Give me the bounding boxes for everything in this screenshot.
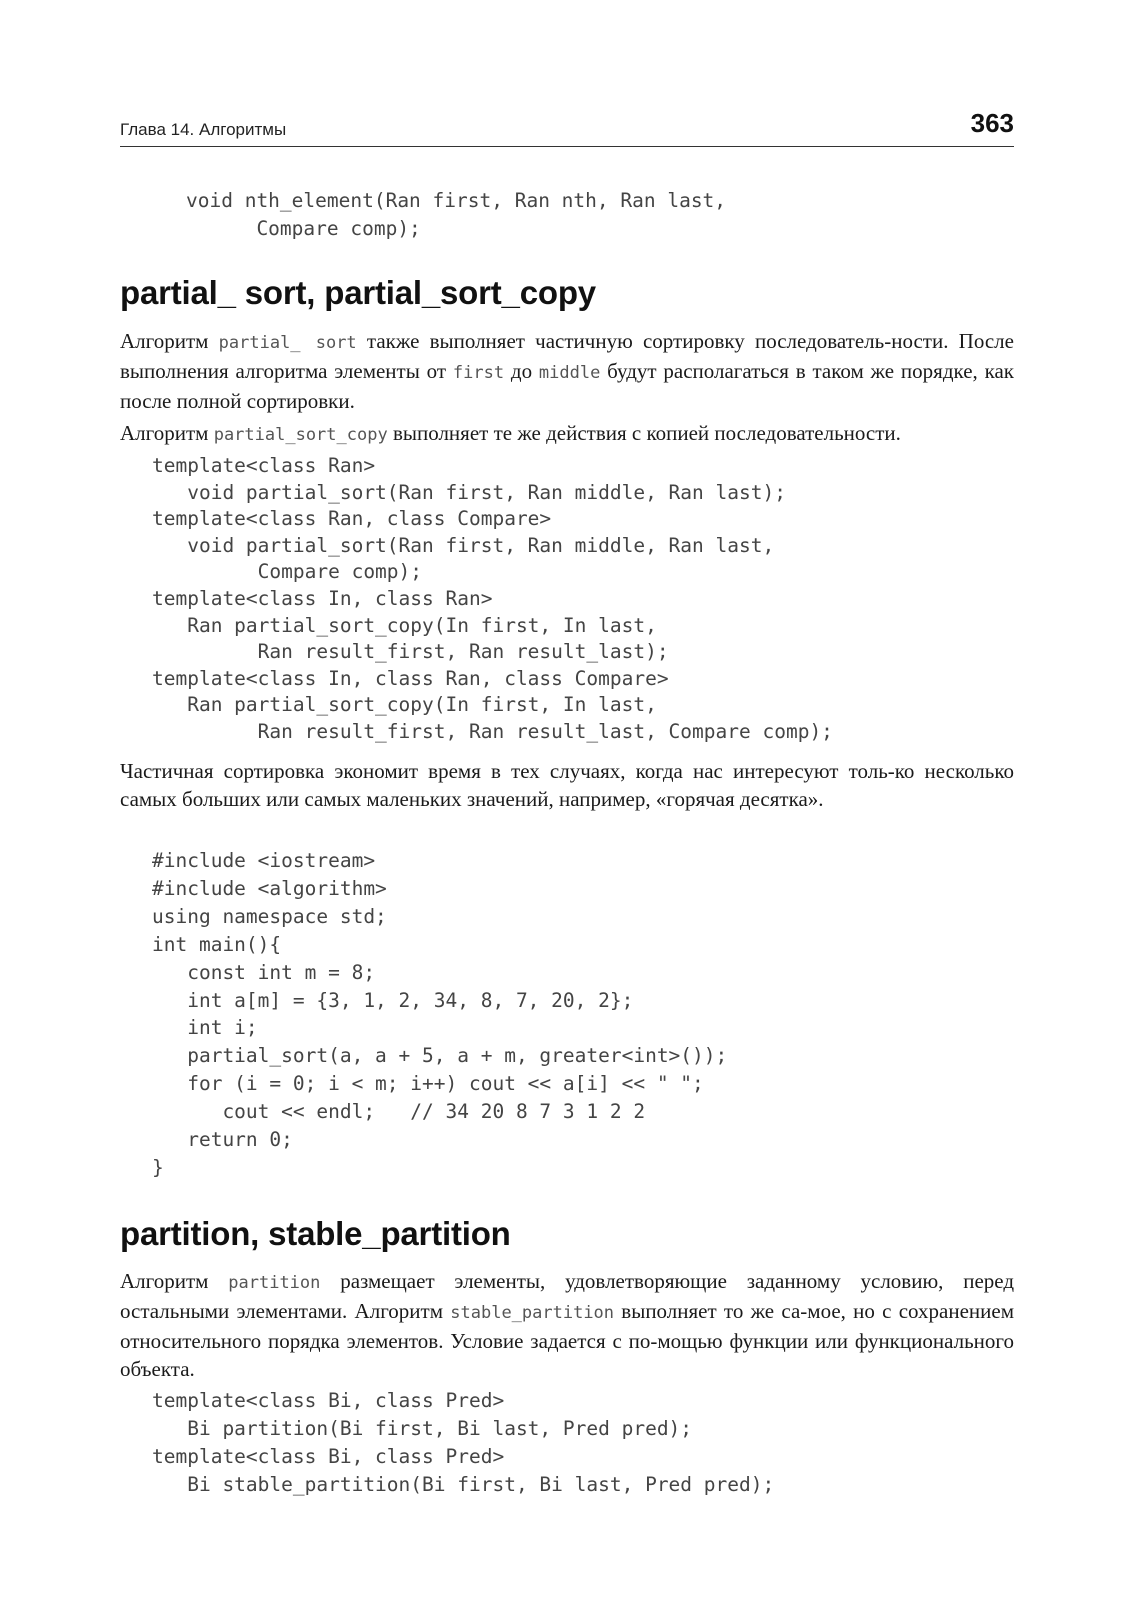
text: Алгоритм	[120, 421, 214, 445]
inline-code: partial_ sort	[218, 333, 357, 353]
inline-code: partition	[228, 1273, 321, 1293]
code-nth-element-signature: void nth_element(Ran first, Ran nth, Ran last, Compare comp);	[186, 189, 727, 240]
inline-code: stable_partition	[450, 1303, 615, 1323]
inline-code: middle	[538, 363, 601, 383]
inline-code: partial_sort_copy	[213, 425, 388, 445]
section-heading-partial-sort: partial_ sort, partial_sort_copy	[120, 274, 596, 311]
text: Алгоритм	[120, 329, 219, 353]
paragraph-partial-sort-usage	[120, 757, 1014, 813]
page-header	[120, 104, 1014, 147]
text: Алгоритм	[120, 1269, 229, 1293]
text: также выполняет частичную сортировку последователь-ности. После выполнения алгоритма элементы от	[120, 329, 1014, 383]
section-heading-partition: partition, stable_partition	[120, 1215, 511, 1252]
paragraph-partition-intro	[120, 1267, 1014, 1383]
paragraph-partial-sort-copy	[120, 419, 1014, 449]
page-number: 363	[970, 108, 1014, 138]
paragraph-partial-sort-intro	[120, 327, 1014, 415]
text: размещает элементы, удовлетворяющие заданному условию, перед остальными элементами. Алгоритм	[120, 1269, 1014, 1323]
inline-code: first	[452, 363, 505, 383]
text: выполняет то же са-мое, но с сохранением относительного порядка элементов. Условие задается с по-мощью функции или функционального объекта.	[120, 1299, 1015, 1381]
text: будут располагаться в таком же порядке, как после полной сортировки.	[120, 359, 1014, 413]
text: выполняет те же действия с копией последовательности.	[387, 421, 901, 445]
chapter-title: Глава 14. Алгоритмы	[120, 120, 287, 139]
text: до	[504, 359, 539, 383]
code-partial-sort-example: #include <iostream> #include <algorithm> using namespace std; int main(){ const int m = 8; int a[m] = {3, 1, 2, 34, 8, 7, 20, 2}; int i; partial_sort(a, a + 5, a + m, greater<int>()); for (i = 0; i < m; i++) cout << a[i] << " "; cout << endl; // 34 20 8 7 3 1 2 2 return 0; }	[152, 849, 728, 1179]
code-partition-signatures: template<class Bi, class Pred> Bi partition(Bi first, Bi last, Pred pred); template<class Bi, class Pred> Bi stable_partition(Bi first, Bi last, Pred pred);	[152, 1389, 775, 1496]
text: Частичная сортировка экономит время в тех случаях, когда нас интересуют толь-ко несколько самых больших или самых маленьких значений, например, «горячая десятка».	[120, 759, 1014, 811]
code-partial-sort-signatures: template<class Ran> void partial_sort(Ran first, Ran middle, Ran last); template<class Ran, class Compare> void partial_sort(Ran first, Ran middle, Ran last, Compare comp); template<class In, class Ran> Ran partial_sort_copy(In first, In last, Ran result_first, Ran result_last); template<class In, class Ran, class Compare> Ran partial_sort_copy(In first, In last, Ran result_first, Ran result_last, Compare comp);	[152, 454, 833, 743]
